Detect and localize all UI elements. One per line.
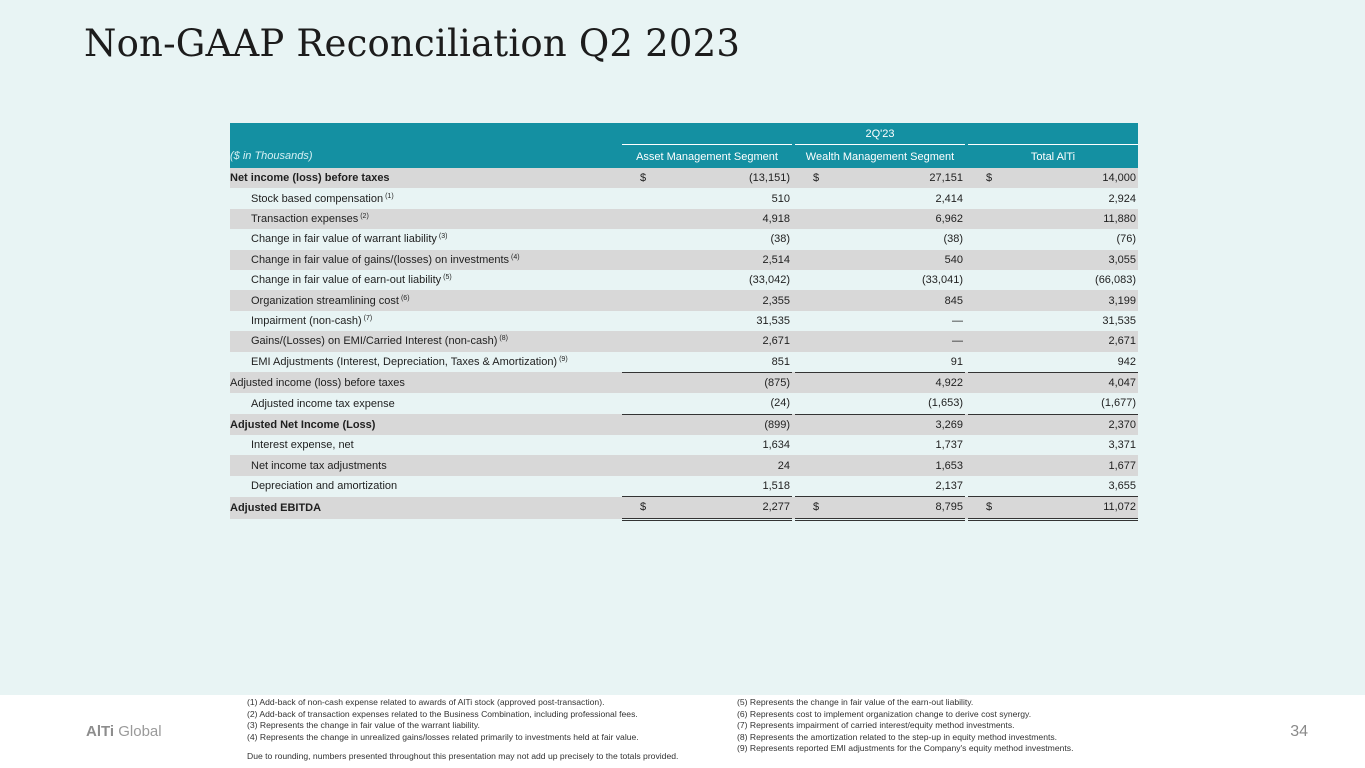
- footnote-marker: (6): [400, 294, 410, 302]
- row-label: [230, 372, 622, 393]
- cell-wealth-management: (1,653): [928, 397, 963, 410]
- currency-symbol: [968, 188, 1008, 208]
- cell-total: 2,671: [1008, 331, 1138, 351]
- table-row: [230, 229, 1138, 249]
- footnote: (2) Add-back of transaction expenses related to the Business Combination, including professional fees.: [247, 708, 638, 719]
- row-label: [230, 476, 622, 497]
- row-label-text: Stock based compensation: [251, 192, 384, 205]
- cell-wealth-management: 2,137: [935, 480, 963, 493]
- currency-symbol: [795, 229, 835, 249]
- cell-total: 14,000: [1008, 168, 1138, 188]
- currency-symbol: [622, 270, 662, 290]
- currency-symbol: [968, 476, 1008, 497]
- currency-symbol: [968, 352, 1008, 373]
- cell-total: 11,880: [1008, 209, 1138, 229]
- row-label: [230, 331, 622, 351]
- currency-symbol: [795, 209, 835, 229]
- row-label-text: Adjusted EBITDA: [230, 501, 322, 514]
- currency-symbol: [622, 209, 662, 229]
- cell-wealth-management: (33,041): [922, 274, 963, 287]
- row-label-text: Interest expense, net: [251, 439, 354, 452]
- table-row: [230, 209, 1138, 229]
- row-label-text: Net income tax adjustments: [251, 459, 387, 472]
- footnote: (8) Represents the amortization related to the step-up in equity method investments.: [737, 731, 1058, 742]
- table-row: [230, 393, 1138, 414]
- cell-wealth-management: 6,962: [835, 209, 965, 229]
- cell-wealth-management: 845: [835, 290, 965, 310]
- row-label-text: Adjusted income (loss) before taxes: [230, 376, 405, 389]
- table-row: [230, 311, 1138, 331]
- currency-symbol: $: [968, 497, 1008, 519]
- currency-symbol: $: [795, 168, 835, 188]
- cell-wealth-management: 91: [950, 355, 963, 368]
- footnotes-right: [737, 697, 1073, 755]
- row-label-text: Change in fair value of earn-out liability: [251, 274, 442, 287]
- row-label: [230, 414, 622, 435]
- currency-symbol: [795, 414, 835, 435]
- page-number: 34: [1290, 723, 1308, 740]
- cell-total: 11,072: [1008, 497, 1138, 519]
- cell-wealth-management: —: [952, 314, 963, 327]
- cell-total: 3,371: [1108, 439, 1137, 452]
- row-label-text: Transaction expenses: [251, 212, 359, 225]
- units-label: ($ in Thousands): [230, 145, 622, 169]
- table-row: [230, 414, 1138, 435]
- cell-total: 2,370: [1008, 414, 1138, 435]
- currency-symbol: [795, 331, 835, 351]
- column-header-total: Total AlTi: [968, 145, 1138, 169]
- currency-symbol: [795, 372, 835, 393]
- cell-wealth-management: 540: [835, 250, 965, 270]
- footnote: (7) Represents impairment of carried interest/equity method investments.: [737, 720, 1015, 731]
- currency-symbol: [968, 331, 1008, 351]
- cell-asset-management: (875): [662, 372, 792, 393]
- currency-symbol: [968, 414, 1008, 435]
- cell-total: (76): [1116, 233, 1137, 246]
- row-label-text: Depreciation and amortization: [251, 480, 398, 493]
- row-label: [230, 311, 622, 331]
- table-row: [230, 372, 1138, 393]
- currency-symbol: [622, 455, 662, 475]
- table-row: [230, 168, 1138, 188]
- currency-symbol: [968, 290, 1008, 310]
- table-column-header-row: [230, 145, 1138, 169]
- row-label-text: Adjusted income tax expense: [251, 397, 395, 410]
- table-period-header-row: [230, 123, 1138, 145]
- row-label: [230, 229, 622, 249]
- currency-symbol: [795, 393, 835, 414]
- row-label: [230, 435, 622, 455]
- table-row: [230, 476, 1138, 497]
- cell-wealth-management: 1,653: [835, 455, 965, 475]
- currency-symbol: $: [795, 497, 835, 519]
- table-row: [230, 188, 1138, 208]
- cell-total: 4,047: [1008, 372, 1138, 393]
- footnotes-left: [247, 697, 639, 743]
- row-label: [230, 290, 622, 310]
- currency-symbol: [968, 250, 1008, 270]
- table-row: [230, 497, 1138, 519]
- footnote-marker: (2): [360, 212, 369, 220]
- company-logo: [86, 723, 162, 740]
- currency-symbol: [968, 435, 1008, 455]
- row-label: [230, 393, 622, 414]
- currency-symbol: [795, 270, 835, 290]
- cell-total: 3,199: [1008, 290, 1138, 310]
- currency-symbol: [795, 476, 835, 497]
- row-label-text: Organization streamlining cost: [251, 294, 399, 307]
- cell-wealth-management: 8,795: [835, 497, 965, 519]
- row-label-text: Net income (loss) before taxes: [230, 172, 390, 185]
- table-row: [230, 455, 1138, 475]
- cell-total: (66,083): [1095, 274, 1137, 287]
- cell-total: 1,677: [1008, 455, 1138, 475]
- currency-symbol: $: [622, 497, 662, 519]
- table-body: [230, 168, 1138, 519]
- currency-symbol: [622, 229, 662, 249]
- currency-symbol: [968, 229, 1008, 249]
- row-label: [230, 352, 622, 373]
- currency-symbol: [622, 393, 662, 414]
- currency-symbol: [622, 188, 662, 208]
- rounding-note: Due to rounding, numbers presented throughout this presentation may not add up precisely to the totals provided.: [247, 751, 679, 761]
- row-label: [230, 188, 622, 208]
- currency-symbol: [968, 455, 1008, 475]
- footnote: (4) Represents the change in unrealized gains/losses related primarily to investments held at fair value.: [247, 731, 639, 742]
- row-label: [230, 497, 622, 519]
- cell-total: 942: [1117, 355, 1137, 368]
- cell-asset-management: 2,277: [662, 497, 792, 519]
- period-header: 2Q'23: [622, 123, 1138, 145]
- currency-symbol: [622, 290, 662, 310]
- logo-mark: AlTi: [86, 723, 115, 740]
- row-label-text: Adjusted Net Income (Loss): [230, 418, 376, 431]
- table-row: [230, 290, 1138, 310]
- cell-asset-management: 851: [771, 355, 790, 368]
- row-label: [230, 270, 622, 290]
- cell-asset-management: 31,535: [756, 314, 790, 327]
- cell-wealth-management: 3,269: [835, 414, 965, 435]
- column-header-wealth-management: Wealth Management Segment: [795, 145, 965, 169]
- row-label-text: Change in fair value of warrant liability: [251, 233, 437, 246]
- cell-asset-management: 1,518: [762, 480, 790, 493]
- page-title: Non-GAAP Reconciliation Q2 2023: [84, 22, 741, 65]
- currency-symbol: [622, 331, 662, 351]
- cell-wealth-management: —: [835, 331, 965, 351]
- row-label: [230, 209, 622, 229]
- footnote: (3) Represents the change in fair value of the warrant liability.: [247, 720, 480, 731]
- cell-total: 31,535: [1102, 314, 1137, 327]
- cell-asset-management: (899): [662, 414, 792, 435]
- currency-symbol: [968, 270, 1008, 290]
- cell-asset-management: 2,514: [662, 250, 792, 270]
- cell-asset-management: 1,634: [762, 439, 790, 452]
- cell-wealth-management: 4,922: [835, 372, 965, 393]
- currency-symbol: $: [622, 168, 662, 188]
- currency-symbol: [795, 250, 835, 270]
- cell-asset-management: (38): [770, 233, 790, 246]
- cell-asset-management: 24: [662, 455, 792, 475]
- cell-asset-management: 510: [771, 192, 790, 205]
- cell-total: 3,055: [1008, 250, 1138, 270]
- cell-total: (1,677): [1101, 397, 1137, 410]
- row-label-text: Gains/(Losses) on EMI/Carried Interest (non-cash): [251, 335, 498, 348]
- currency-symbol: [795, 352, 835, 373]
- row-label: [230, 455, 622, 475]
- table-row: [230, 352, 1138, 373]
- currency-symbol: [622, 414, 662, 435]
- currency-symbol: [795, 188, 835, 208]
- row-label-text: Change in fair value of gains/(losses) on investments: [251, 253, 510, 266]
- cell-asset-management: (33,042): [749, 274, 790, 287]
- reconciliation-table-container: [230, 123, 1136, 521]
- currency-symbol: [622, 352, 662, 373]
- table-row: [230, 250, 1138, 270]
- row-label-text: Impairment (non-cash): [251, 314, 362, 327]
- cell-asset-management: 2,355: [662, 290, 792, 310]
- footnote: (6) Represents cost to implement organization change to derive cost synergy.: [737, 708, 1032, 719]
- cell-asset-management: (13,151): [662, 168, 792, 188]
- currency-symbol: [795, 290, 835, 310]
- currency-symbol: [968, 393, 1008, 414]
- cell-wealth-management: 2,414: [935, 192, 963, 205]
- footnote-marker: (9): [559, 355, 568, 363]
- column-header-asset-management: Asset Management Segment: [622, 145, 792, 169]
- cell-total: 3,655: [1108, 480, 1137, 493]
- footnote: (9) Represents reported EMI adjustments for the Company's equity method investments.: [737, 743, 1074, 754]
- currency-symbol: [622, 250, 662, 270]
- row-label: [230, 168, 622, 188]
- footer-band: [0, 695, 1365, 768]
- cell-total: 2,924: [1108, 192, 1137, 205]
- footnote-marker: (5): [443, 274, 452, 282]
- currency-symbol: [968, 311, 1008, 331]
- currency-symbol: [968, 372, 1008, 393]
- currency-symbol: [622, 311, 662, 331]
- currency-symbol: [622, 372, 662, 393]
- footnote-marker: (4): [511, 253, 520, 261]
- footnote-marker: (3): [438, 233, 448, 241]
- reconciliation-table: [230, 123, 1138, 521]
- currency-symbol: [795, 435, 835, 455]
- currency-symbol: [622, 476, 662, 497]
- currency-symbol: [795, 311, 835, 331]
- footnote: (5) Represents the change in fair value of the earn-out liability.: [737, 697, 974, 707]
- currency-symbol: [968, 209, 1008, 229]
- cell-asset-management: 2,671: [662, 331, 792, 351]
- logo-text: Global: [114, 723, 162, 740]
- cell-wealth-management: 27,151: [835, 168, 965, 188]
- table-row: [230, 270, 1138, 290]
- table-row: [230, 435, 1138, 455]
- table-row: [230, 331, 1138, 351]
- row-label-text: EMI Adjustments (Interest, Depreciation, Taxes & Amortization): [251, 355, 558, 368]
- cell-asset-management: 4,918: [662, 209, 792, 229]
- currency-symbol: [795, 455, 835, 475]
- footnote: (1) Add-back of non-cash expense related to awards of AlTi stock (approved post-transaction).: [247, 697, 605, 707]
- footnote-marker: (8): [499, 335, 508, 343]
- footnote-marker: (7): [363, 314, 373, 322]
- cell-asset-management: (24): [770, 397, 790, 410]
- footnote-marker: (1): [385, 192, 394, 200]
- currency-symbol: [622, 435, 662, 455]
- cell-wealth-management: (38): [943, 233, 963, 246]
- row-label: [230, 250, 622, 270]
- currency-symbol: $: [968, 168, 1008, 188]
- cell-wealth-management: 1,737: [935, 439, 963, 452]
